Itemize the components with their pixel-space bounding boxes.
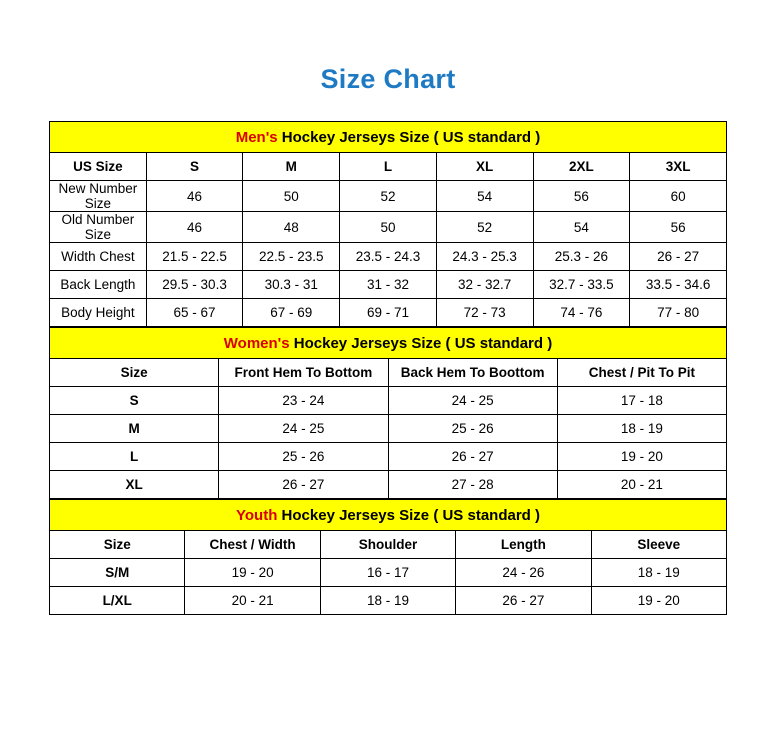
womens-row-3-cell-2: 27 - 28 [388,471,557,499]
youth-row-0-label: S/M [50,559,185,587]
table-row [50,559,727,587]
mens-col-1: S [146,153,243,181]
womens-col-0: Size [50,359,219,387]
womens-row-1-cell-3: 18 - 19 [557,415,726,443]
table-row [50,587,727,615]
mens-row-3-cell-3: 31 - 32 [340,271,437,299]
womens-col-2: Back Hem To Boottom [388,359,557,387]
table-row [50,271,727,299]
mens-col-5: 2XL [533,153,630,181]
table-row [50,181,727,212]
youth-section-header [50,500,727,531]
youth-row-1-cell-3: 26 - 27 [456,587,591,615]
mens-row-4-cell-1: 65 - 67 [146,299,243,327]
size-chart-page [0,64,776,756]
mens-heading-accent: Men's [235,128,278,146]
youth-column-header-row [50,531,727,559]
womens-col-1: Front Hem To Bottom [219,359,388,387]
womens-row-1-cell-1: 24 - 25 [219,415,388,443]
youth-heading-rest: Hockey Jerseys Size ( US standard ) [277,506,540,524]
mens-row-0-label: New Number Size [50,181,147,212]
table-row [50,299,727,327]
youth-row-1-cell-1: 20 - 21 [185,587,320,615]
mens-row-1-cell-3: 50 [340,212,437,243]
mens-col-2: M [243,153,340,181]
womens-section-header [50,328,727,359]
womens-row-1-label: M [50,415,219,443]
mens-row-4-cell-4: 72 - 73 [436,299,533,327]
mens-row-4-cell-2: 67 - 69 [243,299,340,327]
mens-row-3-cell-5: 32.7 - 33.5 [533,271,630,299]
womens-heading-accent: Women's [223,334,290,352]
mens-row-2-cell-3: 23.5 - 24.3 [340,243,437,271]
mens-row-0-cell-1: 46 [146,181,243,212]
mens-row-1-cell-6: 56 [630,212,727,243]
womens-column-header-row [50,359,727,387]
mens-row-2-cell-1: 21.5 - 22.5 [146,243,243,271]
mens-row-2-cell-4: 24.3 - 25.3 [436,243,533,271]
mens-row-2-cell-6: 26 - 27 [630,243,727,271]
mens-row-0-cell-3: 52 [340,181,437,212]
mens-row-3-cell-1: 29.5 - 30.3 [146,271,243,299]
womens-row-0-cell-2: 24 - 25 [388,387,557,415]
mens-col-6: 3XL [630,153,727,181]
youth-row-1-cell-4: 19 - 20 [591,587,726,615]
youth-size-table [49,499,727,615]
mens-row-0-cell-2: 50 [243,181,340,212]
mens-col-4: XL [436,153,533,181]
womens-row-2-label: L [50,443,219,471]
youth-row-1-cell-2: 18 - 19 [320,587,455,615]
womens-row-2-cell-2: 26 - 27 [388,443,557,471]
mens-row-4-cell-6: 77 - 80 [630,299,727,327]
mens-section-header [50,122,727,153]
womens-row-2-cell-1: 25 - 26 [219,443,388,471]
mens-size-table [49,121,727,327]
womens-row-2-cell-3: 19 - 20 [557,443,726,471]
womens-row-0-cell-3: 17 - 18 [557,387,726,415]
youth-col-4: Sleeve [591,531,726,559]
youth-row-0-cell-1: 19 - 20 [185,559,320,587]
mens-row-4-cell-3: 69 - 71 [340,299,437,327]
table-row [50,387,727,415]
womens-heading-rest: Hockey Jerseys Size ( US standard ) [289,334,553,352]
mens-row-2-cell-5: 25.3 - 26 [533,243,630,271]
womens-section-header-cell [50,328,727,359]
table-row [50,212,727,243]
table-row [50,471,727,499]
mens-row-3-label: Back Length [50,271,147,299]
mens-row-4-label: Body Height [50,299,147,327]
table-row [50,415,727,443]
womens-row-0-label: S [50,387,219,415]
youth-row-0-cell-3: 24 - 26 [456,559,591,587]
mens-row-3-cell-4: 32 - 32.7 [436,271,533,299]
womens-row-0-cell-1: 23 - 24 [219,387,388,415]
womens-row-3-cell-3: 20 - 21 [557,471,726,499]
table-row [50,243,727,271]
mens-row-4-cell-5: 74 - 76 [533,299,630,327]
mens-heading-rest: Hockey Jerseys Size ( US standard ) [277,128,541,146]
mens-row-1-label: Old Number Size [50,212,147,243]
womens-col-3: Chest / Pit To Pit [557,359,726,387]
mens-col-3: L [340,153,437,181]
mens-section-header-cell [50,122,727,153]
mens-row-1-cell-2: 48 [243,212,340,243]
womens-size-table [49,327,727,499]
mens-col-0: US Size [50,153,147,181]
page-title: Size Chart [320,64,456,94]
mens-row-2-cell-2: 22.5 - 23.5 [243,243,340,271]
youth-col-2: Shoulder [320,531,455,559]
size-tables-container [49,121,727,615]
mens-row-0-cell-4: 54 [436,181,533,212]
mens-row-3-cell-2: 30.3 - 31 [243,271,340,299]
womens-row-1-cell-2: 25 - 26 [388,415,557,443]
mens-row-0-cell-5: 56 [533,181,630,212]
mens-row-1-cell-4: 52 [436,212,533,243]
mens-row-2-label: Width Chest [50,243,147,271]
table-row [50,443,727,471]
youth-col-0: Size [50,531,185,559]
mens-row-0-cell-6: 60 [630,181,727,212]
youth-row-0-cell-2: 16 - 17 [320,559,455,587]
youth-col-3: Length [456,531,591,559]
mens-row-1-cell-5: 54 [533,212,630,243]
youth-row-1-label: L/XL [50,587,185,615]
youth-section-header-cell [50,500,727,531]
mens-row-1-cell-1: 46 [146,212,243,243]
womens-row-3-cell-1: 26 - 27 [219,471,388,499]
youth-col-1: Chest / Width [185,531,320,559]
womens-row-3-label: XL [50,471,219,499]
youth-heading-accent: Youth [236,506,278,524]
mens-column-header-row [50,153,727,181]
youth-row-0-cell-4: 18 - 19 [591,559,726,587]
mens-row-3-cell-6: 33.5 - 34.6 [630,271,727,299]
